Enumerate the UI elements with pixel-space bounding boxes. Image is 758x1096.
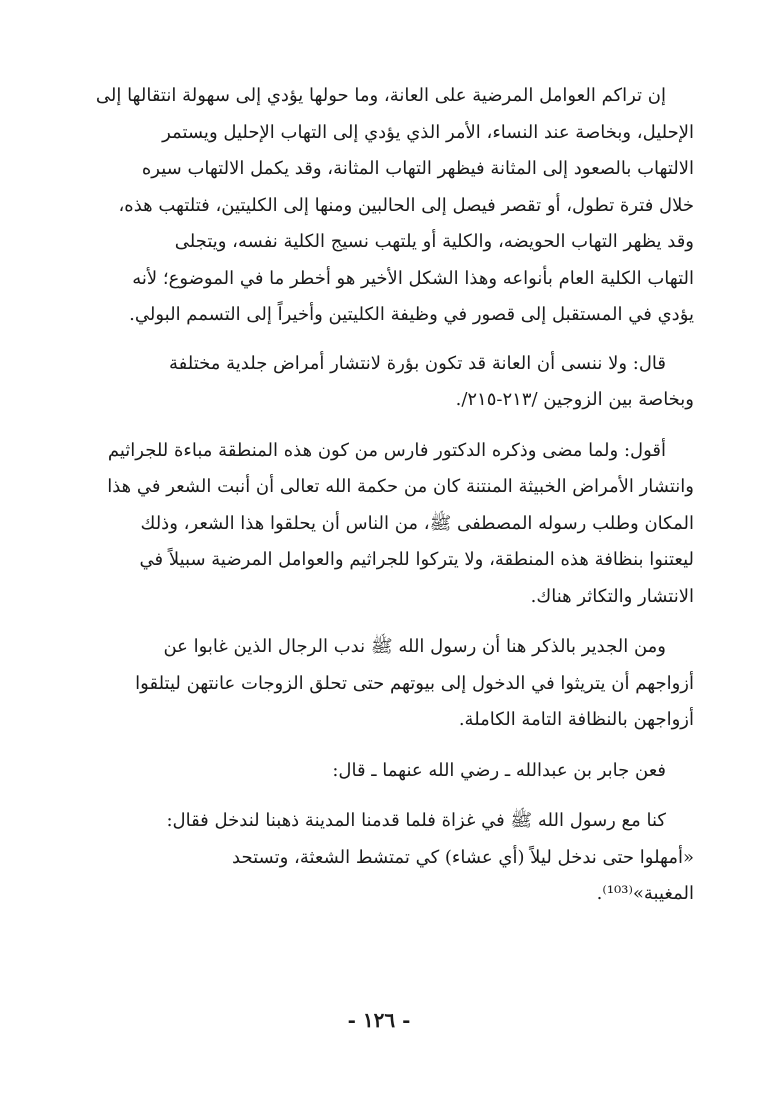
text-line: ومن الجدير بالذكر هنا أن رسول الله ﷺ ندب الرجال الذين غابوا عن	[163, 636, 666, 657]
paragraph-4	[62, 629, 694, 739]
text-line: إن تراكم العوامل المرضية على العانة، وما حولها يؤدي إلى سهولة انتقالها إلى	[95, 85, 666, 106]
text-line: وقد يظهر التهاب الحويضه، والكلية أو يلتهب نسيج الكلية نفسه، ويتجلى	[174, 231, 694, 252]
text-line: التهاب الكلية العام بأنواعه وهذا الشكل الأخير هو أخطر ما في الموضوع؛ لأنه	[132, 267, 694, 289]
text-line: المكان وطلب رسوله المصطفى ﷺ، من الناس أن يحلقوا هذا الشعر، وذلك	[140, 512, 694, 534]
text-line: الانتشار والتكاثر هناك.	[530, 585, 694, 607]
text-line: وبخاصة بين الزوجين /٢١٣-٢١٥/.	[455, 389, 694, 410]
text-line: وانتشار الأمراض الخبيثة المنتنة كان من حكمة الله تعالى أن أنبت الشعر في هذا	[107, 476, 694, 497]
text-line: قال: ولا ننسى أن العانة قد تكون بؤرة لانتشار أمراض جلدية مختلفة	[169, 352, 666, 374]
text-line: أزواجهم أن يتريثوا في الدخول إلى بيوتهم حتى تحلق الزوجات عانتهن ليتلقوا	[135, 672, 694, 694]
text-line: الالتهاب بالصعود إلى المثانة فيظهر التهاب المثانة، وقد يكمل الالتهاب سيره	[141, 158, 694, 179]
text-line: المغيبة»⁽¹⁰³⁾.	[596, 883, 694, 904]
text-line: خلال فترة تطول، أو تقصر فيصل إلى الحالبين ومنها إلى الكليتين، فتلتهب هذه،	[118, 194, 694, 216]
paragraph-6	[62, 803, 694, 913]
text-line: يؤدي في المستقبل إلى قصور في وظيفة الكليتين وأخيراً إلى التسمم البولي.	[129, 304, 694, 325]
text-line: أزواجهن بالنظافة التامة الكاملة.	[458, 709, 694, 730]
paragraph-1	[62, 78, 694, 334]
page-number: - ١٢٦ -	[347, 1008, 411, 1032]
text-line: ليعتنوا بنظافة هذه المنطقة، ولا يتركوا للجراثيم والعوامل المرضية سبيلاً في	[139, 549, 694, 570]
text-line: كنا مع رسول الله ﷺ في غزاة فلما قدمنا المدينة ذهبنا لندخل فقال:	[166, 810, 666, 831]
paragraph-2	[62, 346, 694, 419]
text-line: فعن جابر بن عبدالله ـ رضي الله عنهما ـ قال:	[332, 759, 666, 781]
text-line: أقول: ولما مضى وذكره الدكتور فارس من كون هذه المنطقة مباءة للجراثيم	[107, 439, 666, 461]
text-line: «أمهلوا حتى ندخل ليلاً (أي عشاء) كي تمتشط الشعثة، وتستحد	[232, 846, 694, 868]
text-line: الإحليل، وبخاصة عند النساء، الأمر الذي يؤدي إلى التهاب الإحليل ويستمر	[162, 121, 694, 143]
paragraph-3	[62, 433, 694, 616]
paragraph-5	[62, 753, 694, 790]
page-body	[62, 78, 694, 913]
